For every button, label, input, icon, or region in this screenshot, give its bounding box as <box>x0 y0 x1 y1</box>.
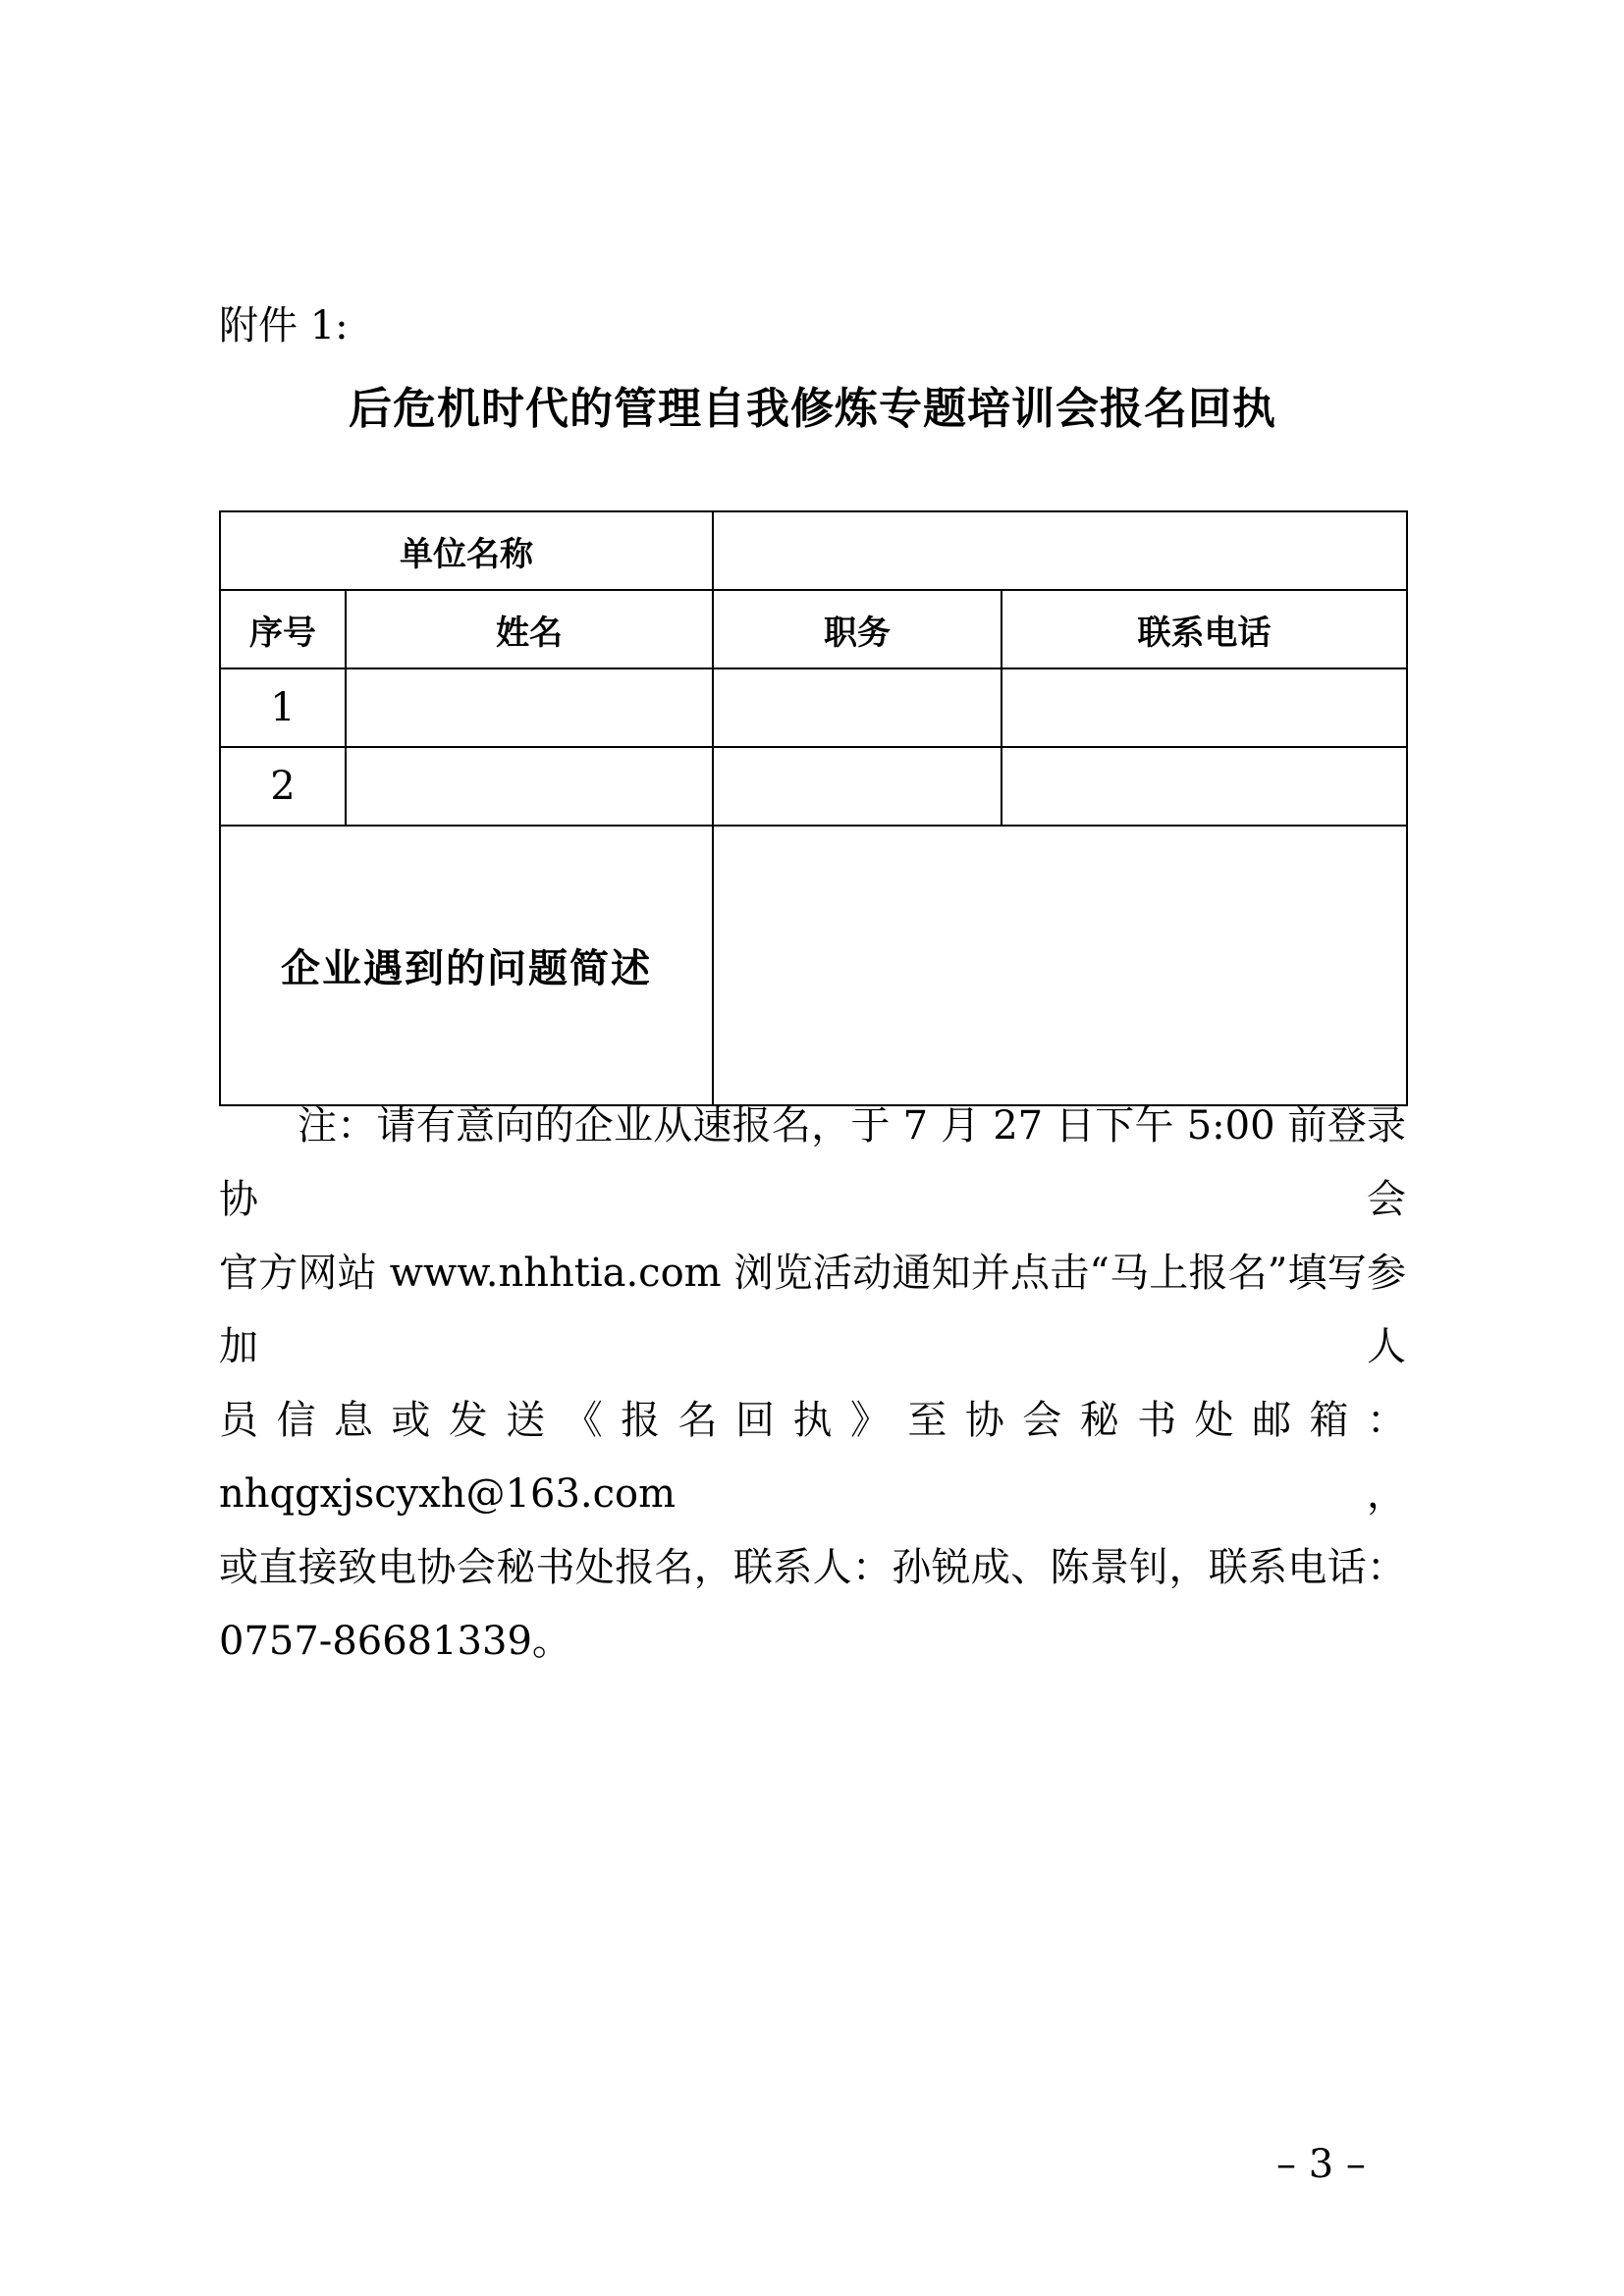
header-cell-phone: 联系电话 <box>1001 590 1407 668</box>
table-header-row <box>220 590 1407 668</box>
header-cell-index: 序号 <box>220 590 346 668</box>
note-line-4: 或直接致电协会秘书处报名，联系人：孙锐成、陈景钊，联系电话： <box>219 1545 1406 1590</box>
row1-index-cell: 1 <box>220 668 346 747</box>
header-cell-position: 职务 <box>713 590 1001 668</box>
note-paragraph <box>219 1090 1406 1679</box>
table-row-unit-name <box>220 511 1407 590</box>
table-row-2 <box>220 747 1407 826</box>
note-line-5: 0757-86681339。 <box>219 1619 571 1664</box>
note-line-1: 注：请有意向的企业从速报名，于 7 月 27 日下午 5:00 前登录协会 <box>219 1103 1406 1222</box>
unit-name-label-cell: 单位名称 <box>220 511 713 590</box>
row2-position-cell[interactable] <box>713 747 1001 826</box>
row1-phone-cell[interactable] <box>1001 668 1407 747</box>
header-cell-name: 姓名 <box>346 590 713 668</box>
note-line-3: 员信息或发送《报名回执》至协会秘书处邮箱：nhqgxjscyxh@163.com， <box>219 1398 1406 1517</box>
problem-label-cell: 企业遇到的问题简述 <box>220 826 713 1105</box>
attachment-label: 附件 1: <box>219 303 349 348</box>
row1-name-cell[interactable] <box>346 668 713 747</box>
table-row-1 <box>220 668 1407 747</box>
row1-position-cell[interactable] <box>713 668 1001 747</box>
page-title: 后危机时代的管理自我修炼专题培训会报名回执 <box>349 384 1276 434</box>
problem-value-cell[interactable] <box>713 826 1407 1105</box>
note-line-2: 官方网站 www.nhhtia.com 浏览活动通知并点击“马上报名”填写参加人 <box>219 1251 1406 1369</box>
row2-index-cell: 2 <box>220 747 346 826</box>
unit-name-value-cell[interactable] <box>713 511 1407 590</box>
table-row-problem <box>220 826 1407 1105</box>
signup-table <box>219 510 1408 1106</box>
row2-phone-cell[interactable] <box>1001 747 1407 826</box>
row2-name-cell[interactable] <box>346 747 713 826</box>
page-number: – 3 – <box>1276 2142 1366 2187</box>
